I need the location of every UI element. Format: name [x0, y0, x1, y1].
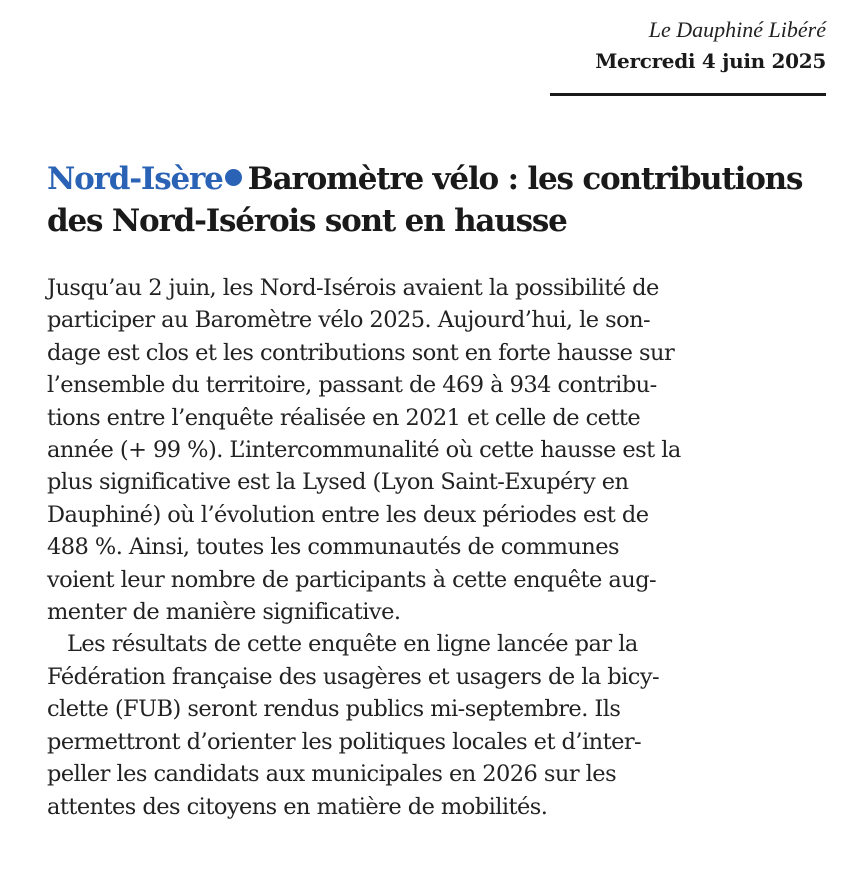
text-line: tions entre l’enquête réalisée en 2021 et celle de cette — [47, 404, 641, 431]
text-line: Fédération française des usagères et usagers de la bicy- — [47, 663, 660, 690]
text-line: dage est clos et les contributions sont en forte hausse sur — [47, 339, 675, 366]
text-line: Dauphiné) où l’évolution entre les deux périodes est de — [47, 501, 649, 528]
text-line: menter de manière significative. — [47, 599, 401, 626]
text-line: Jusqu’au 2 juin, les Nord-Isérois avaient la possibilité de — [47, 275, 659, 301]
section-kicker: Nord-Isère — [47, 161, 223, 197]
paragraph-2 — [47, 628, 837, 822]
masthead — [595, 14, 826, 76]
paragraph-1 — [47, 272, 837, 628]
masthead-divider — [550, 93, 826, 96]
text-line: clette (FUB) seront rendus publics mi-septembre. Ils — [47, 696, 621, 723]
headline-line-2: des Nord-Isérois sont en hausse — [47, 203, 567, 239]
text-line: Les résultats de cette enquête en ligne lancée par la — [67, 631, 638, 658]
text-line: attentes des citoyens en matière de mobilités. — [47, 793, 548, 820]
article-body — [47, 272, 837, 823]
article-headline — [47, 158, 837, 242]
text-line: participer au Baromètre vélo 2025. Aujourd’hui, le son- — [47, 307, 651, 334]
text-line: permettront d’orienter les politiques locales et d’inter- — [47, 728, 642, 755]
text-line: l’ensemble du territoire, passant de 469 à 934 contribu- — [47, 372, 657, 399]
text-line: année (+ 99 %). L’intercommunalité où cette hausse est la — [47, 437, 681, 464]
text-line: voient leur nombre de participants à cette enquête aug- — [47, 566, 657, 593]
newspaper-name: Le Dauphiné Libéré — [648, 17, 826, 42]
publication-date: Mercredi 4 juin 2025 — [595, 49, 826, 73]
bullet-dot-icon — [225, 169, 242, 186]
text-line: 488 %. Ainsi, toutes les communautés de communes — [47, 534, 620, 561]
text-line: plus significative est la Lysed (Lyon Saint-Exupéry en — [47, 469, 629, 496]
headline-line-1: Baromètre vélo : les contributions — [247, 161, 803, 197]
text-line: peller les candidats aux municipales en 2026 sur les — [47, 761, 617, 788]
